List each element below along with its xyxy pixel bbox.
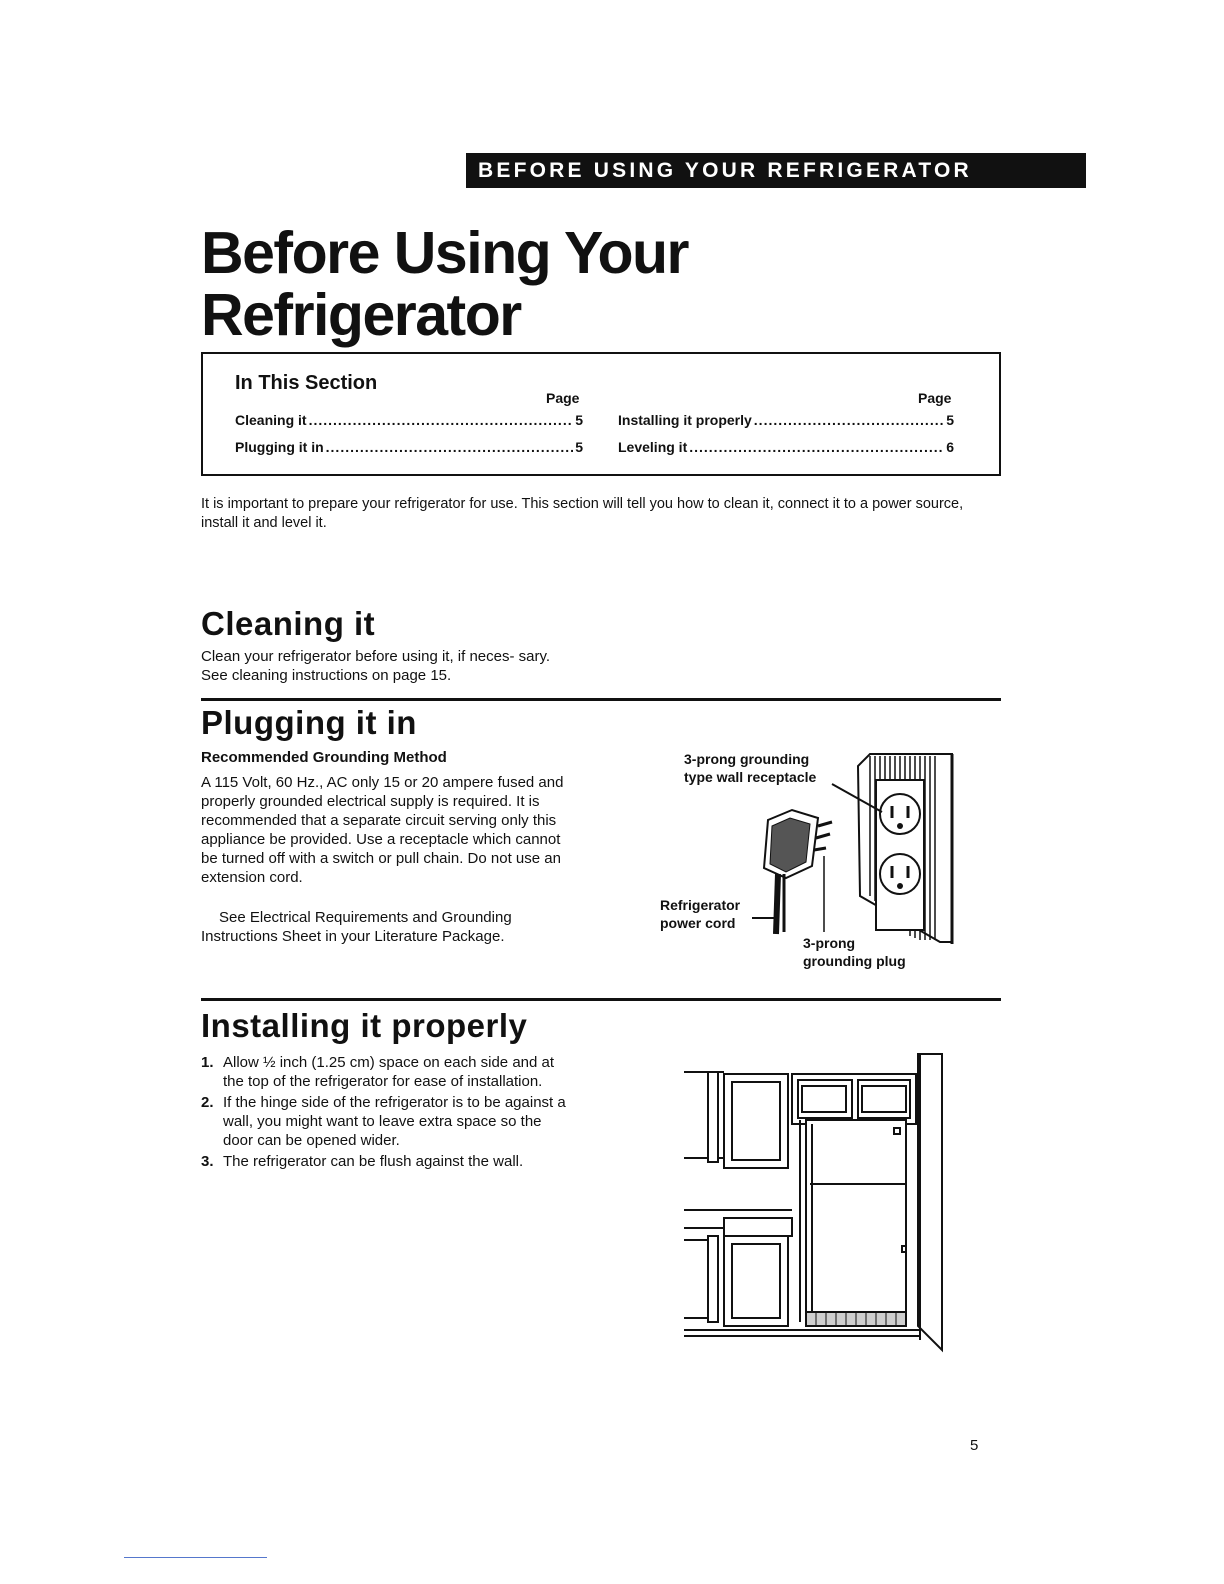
toc-item-leveling[interactable] bbox=[618, 439, 954, 455]
page-number: 5 bbox=[970, 1437, 979, 1454]
label-receptacle-line-1: 3-prong grounding bbox=[684, 751, 810, 767]
installing-heading: Installing it properly bbox=[201, 1007, 528, 1044]
refrigerator-drawing bbox=[806, 1120, 906, 1322]
step-text: Allow ½ inch (1.25 cm) space on each side and at the top of the refrigerator for ease of installation. bbox=[223, 1054, 555, 1090]
toc-item-cleaning[interactable] bbox=[235, 412, 583, 428]
grounding-text-reference: See Electrical Requirements and Grounding Instructions Sheet in your Literature Package. bbox=[201, 909, 512, 945]
footer-rule bbox=[124, 1557, 267, 1558]
toc-item-page: 6 bbox=[946, 439, 954, 455]
side-wall-drawing bbox=[918, 1054, 942, 1350]
page-title-line-2: Refrigerator bbox=[201, 282, 521, 348]
label-grounding-plug-line-2: grounding plug bbox=[803, 953, 906, 969]
step-text: If the hinge side of the refrigerator is to be against a wall, you might want to leave extra space so the door can be opened wider. bbox=[223, 1094, 566, 1149]
label-power-cord-line-1: Refrigerator bbox=[660, 897, 741, 913]
page-title bbox=[201, 222, 688, 346]
toc-leader bbox=[754, 412, 944, 428]
grounding-subheading: Recommended Grounding Method bbox=[201, 749, 447, 766]
counter-drawer-drawing bbox=[724, 1218, 792, 1236]
step-number: 3. bbox=[201, 1153, 214, 1170]
toc-item-page: 5 bbox=[575, 412, 583, 428]
label-grounding-plug-line-1: 3-prong bbox=[803, 935, 856, 951]
list-item bbox=[201, 1093, 571, 1150]
toc-leader bbox=[326, 439, 574, 455]
toc-item-label: Cleaning it bbox=[235, 412, 307, 428]
toc-item-label: Plugging it in bbox=[235, 439, 324, 455]
label-receptacle bbox=[684, 750, 816, 786]
cleaning-heading: Cleaning it bbox=[201, 605, 376, 642]
label-grounding-plug bbox=[803, 934, 906, 970]
grounding-text: A 115 Volt, 60 Hz., AC only 15 or 20 ampere fused and properly grounded electrical supply is required. It is recommended that a separate circuit serving only this appliance be provided. Use a receptacle which cannot be turned off with a switch or pull chain. Do not use an extension cord. bbox=[201, 774, 564, 886]
page-title-line-1: Before Using Your bbox=[201, 220, 689, 286]
step-number: 1. bbox=[201, 1054, 214, 1071]
toc-leader bbox=[689, 439, 944, 455]
label-receptacle-line-2: type wall receptacle bbox=[684, 769, 817, 785]
section-banner: BEFORE USING YOUR REFRIGERATOR bbox=[466, 153, 1086, 188]
grounding-plug-drawing bbox=[764, 810, 832, 934]
plugging-heading: Plugging it in bbox=[201, 704, 417, 741]
installing-steps bbox=[201, 1053, 571, 1173]
toc-heading: In This Section bbox=[235, 372, 378, 394]
wall-receptacle-drawing bbox=[858, 754, 952, 944]
refrigerator-installation-illustration bbox=[680, 1050, 946, 1354]
section-divider bbox=[201, 998, 1001, 1001]
toc-leader bbox=[309, 412, 574, 428]
section-divider bbox=[201, 698, 1001, 701]
intro-paragraph: It is important to prepare your refrigerator for use. This section will tell you how to clean it, connect it to a power source, install it and level it. bbox=[201, 496, 964, 531]
step-number: 2. bbox=[201, 1094, 214, 1111]
list-item bbox=[201, 1152, 571, 1171]
toc-item-page: 5 bbox=[946, 412, 954, 428]
cleaning-text: Clean your refrigerator before using it, if neces- sary. See cleaning instructions on page 15. bbox=[201, 648, 551, 684]
list-item bbox=[201, 1053, 571, 1091]
toc-page-header-left: Page bbox=[546, 390, 580, 406]
toc-item-plugging[interactable] bbox=[235, 439, 583, 455]
toc-item-page: 5 bbox=[575, 439, 583, 455]
toc-item-label: Leveling it bbox=[618, 439, 688, 455]
label-power-cord bbox=[660, 896, 740, 932]
step-text: The refrigerator can be flush against the wall. bbox=[223, 1153, 524, 1170]
label-power-cord-line-2: power cord bbox=[660, 915, 736, 931]
toc-item-installing[interactable] bbox=[618, 412, 954, 428]
in-this-section-box bbox=[201, 352, 1001, 476]
toc-item-label: Installing it properly bbox=[618, 412, 752, 428]
toc-page-header-right: Page bbox=[918, 390, 952, 406]
